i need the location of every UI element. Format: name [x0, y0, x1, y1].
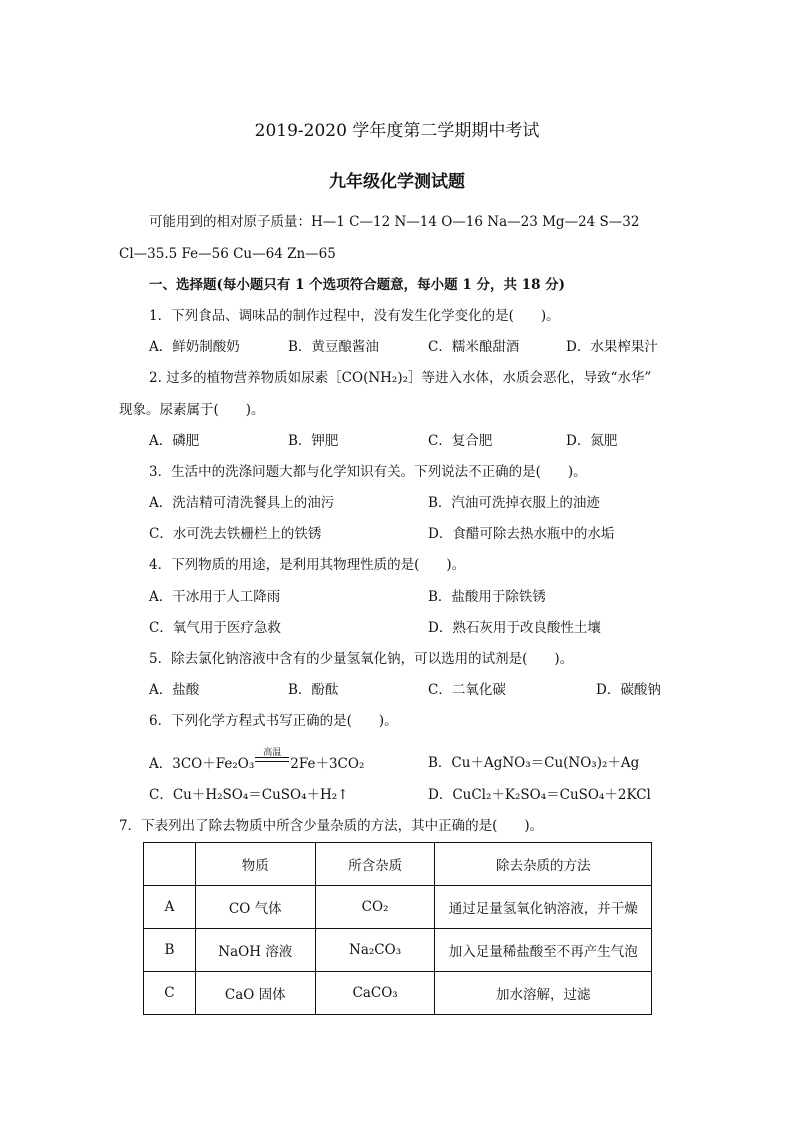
table-cell: A: [144, 886, 196, 929]
table-row: [144, 929, 652, 972]
question-5-option-d: D．碳酸钠: [596, 682, 661, 698]
question-3-option-c: C．水可洗去铁栅栏上的铁锈: [149, 526, 322, 542]
question-6-option-b: B．Cu＋AgNO₃＝Cu(NO₃)₂＋Ag: [428, 755, 640, 771]
table-cell: 通过足量氢氧化钠溶液，并干燥: [435, 886, 652, 929]
equation-reactants: A．3CO＋Fe₂O₃: [149, 756, 255, 772]
question-2-stem-line-1: 2. 过多的植物营养物质如尿素［CO(NH₂)₂］等进入水体，水质会恶化，导致“水华”: [149, 370, 652, 386]
table-row: [144, 972, 652, 1015]
table-cell: Na₂CO₃: [315, 929, 435, 972]
section-heading: 一、选择题(每小题只有 1 个选项符合题意，每小题 1 分，共 18 分): [149, 277, 566, 293]
question-4-option-a: A．干冰用于人工降雨: [149, 589, 281, 605]
table-cell: 加水溶解，过滤: [435, 972, 652, 1015]
question-3-stem: 3．生活中的洗涤问题大都与化学知识有关。下列说法不正确的是( )。: [149, 464, 587, 480]
question-2-option-b: B．钾肥: [288, 433, 339, 449]
question-5-option-c: C．二氧化碳: [428, 682, 506, 698]
table-cell: CaCO₃: [315, 972, 435, 1015]
double-line: [255, 757, 289, 762]
table-cell: C: [144, 972, 196, 1015]
question-6-option-c: C．Cu＋H₂SO₄＝CuSO₄＋H₂↑: [149, 787, 349, 803]
question-4-stem: 4．下列物质的用途，是利用其物理性质的是( )。: [149, 557, 466, 573]
question-5-option-a: A．盐酸: [149, 682, 200, 698]
atomic-masses-line-1: 可能用到的相对原子质量：H—1 C—12 N—14 O—16 Na—23 Mg—24 S—32: [149, 214, 640, 230]
impurity-removal-table: [143, 842, 652, 1015]
question-1-option-a: A．鲜奶制酸奶: [149, 339, 240, 355]
exam-title: 2019-2020 学年度第二学期期中考试: [254, 121, 540, 141]
table-header-cell: 除去杂质的方法: [435, 843, 652, 886]
question-4-option-b: B．盐酸用于除铁锈: [428, 589, 546, 605]
question-3-option-a: A．洗洁精可清洗餐具上的油污: [149, 495, 335, 511]
table-row: [144, 886, 652, 929]
question-4-option-d: D．熟石灰用于改良酸性土壤: [428, 620, 601, 636]
table-cell: NaOH 溶液: [195, 929, 315, 972]
question-6-option-d: D．CuCl₂＋K₂SO₄＝CuSO₄＋2KCl: [428, 787, 651, 803]
table-header-row: [144, 843, 652, 886]
table-cell: CaO 固体: [195, 972, 315, 1015]
table-cell: CO₂: [315, 886, 435, 929]
question-1-option-c: C．糯米酿甜酒: [428, 339, 520, 355]
atomic-masses-line-2: Cl—35.5 Fe—56 Cu—64 Zn—65: [119, 246, 336, 262]
exam-subtitle: 九年级化学测试题: [329, 172, 465, 192]
question-2-option-d: D．氮肥: [566, 433, 618, 449]
question-1-option-b: B．黄豆酿酱油: [288, 339, 379, 355]
question-1-stem: 1．下列食品、调味品的制作过程中，没有发生化学变化的是( )。: [149, 308, 560, 324]
question-4-option-c: C．氧气用于医疗急救: [149, 620, 281, 636]
question-6-option-a: [149, 748, 365, 773]
question-7-stem: 7．下表列出了除去物质中所含少量杂质的方法，其中正确的是( )。: [119, 818, 544, 834]
question-6-stem: 6．下列化学方程式书写正确的是( )。: [149, 713, 398, 729]
equation-products: 2Fe＋3CO₂: [290, 756, 365, 772]
question-2-option-a: A．磷肥: [149, 433, 200, 449]
question-5-option-b: B．酚酞: [288, 682, 339, 698]
table-cell: 加入足量稀盐酸至不再产生气泡: [435, 929, 652, 972]
question-5-stem: 5．除去氯化钠溶液中含有的少量氢氧化钠，可以选用的试剂是( )。: [149, 651, 574, 667]
question-2-stem-line-2: 现象。尿素属于( )。: [119, 402, 265, 418]
table-header-cell: [144, 843, 196, 886]
question-3-option-d: D．食醋可除去热水瓶中的水垢: [428, 526, 615, 542]
question-3-option-b: B．汽油可洗掉衣服上的油迹: [428, 495, 600, 511]
reaction-condition: 高温: [263, 748, 282, 758]
table-header-cell: 所含杂质: [315, 843, 435, 886]
question-2-option-c: C．复合肥: [428, 433, 493, 449]
question-1-option-d: D．水果榨果汁: [566, 339, 658, 355]
table-header-cell: 物质: [195, 843, 315, 886]
equation-arrow: [254, 748, 290, 768]
table-cell: CO 气体: [195, 886, 315, 929]
table-cell: B: [144, 929, 196, 972]
